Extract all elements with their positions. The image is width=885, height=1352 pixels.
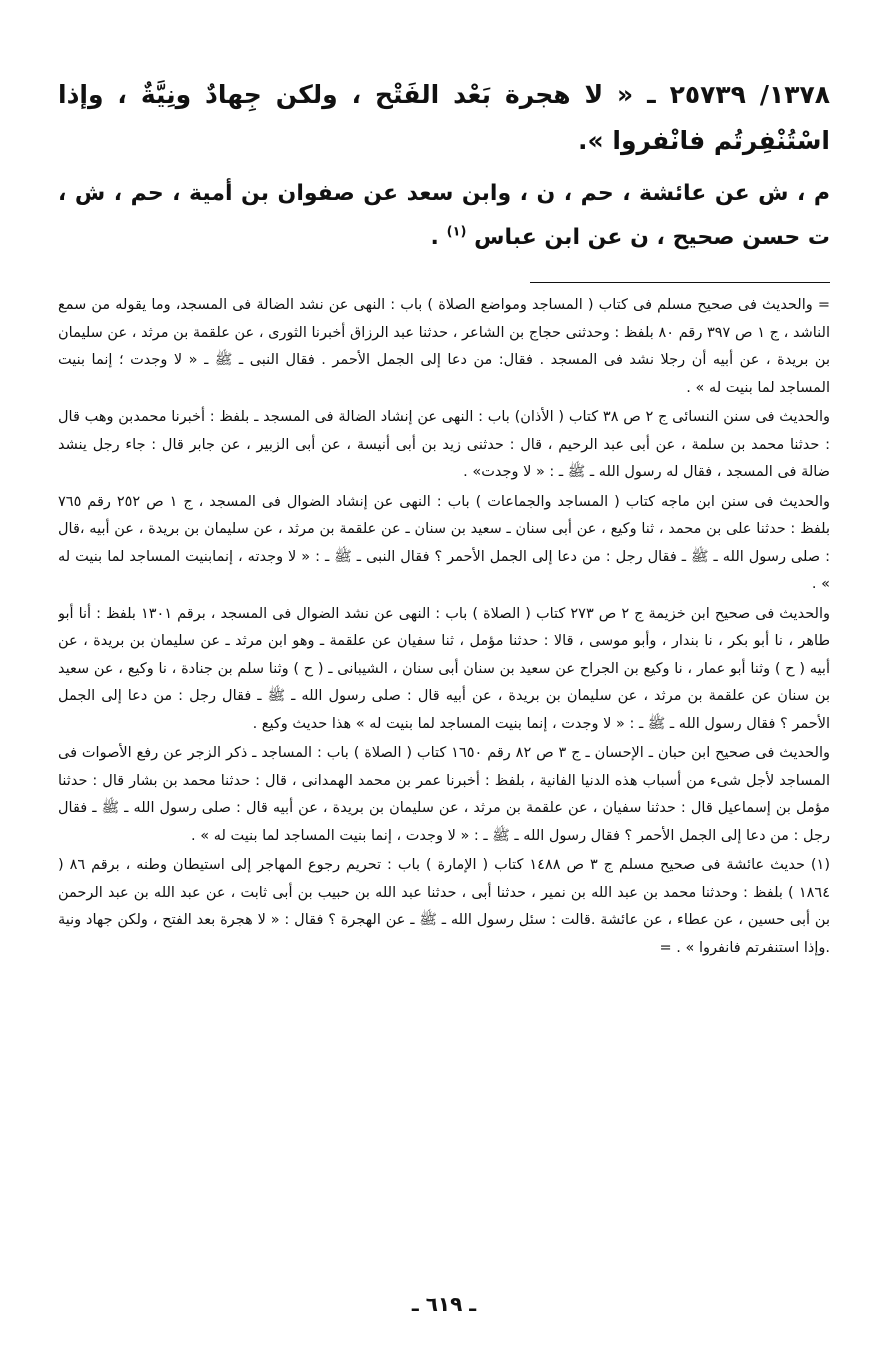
- sources-text: م ، ش عن عائشة ، حم ، ن ، وابن سعد عن صفوان بن أمية ، حم ، ش ، ت حسن صحيح ، ن عن ابن عباس: [58, 181, 830, 250]
- hadith-block: [58, 72, 830, 282]
- hadith-text: [58, 72, 830, 164]
- hadith-number: ١٣٧٨/ ٢٥٧٣٩: [669, 80, 830, 109]
- footnote-paragraph: (١) حديث عائشة فى صحيح مسلم ج ٣ ص ١٤٨٨ كتاب ( الإمارة ) باب : تحريم رجوع المهاجر إلى استيطان وطنه ، برقم ٨٦ ( ١٨٦٤ ) بلفظ : وحدثنا محمد بن عبد الله بن نمير ، حدثنا أبى ، حدثنا عبد الله بن حبيب بن أبى ثابت ، عن عبد الله بن عبد الرحمن بن أبى حسين ، عن عطاء ، عن عائشة .قالت : سئل رسول الله ـ ﷺ ـ عن الهجرة ؟ فقال : « لا هجرة بعد الفتح ، ولكن جهاد ونية .وإذا استنفرتم فانفروا » . =: [58, 857, 830, 956]
- footnote-paragraph: = والحديث فى صحيح مسلم فى كتاب ( المساجد ومواضع الصلاة ) باب : النهى عن نشد الضالة فى المسجد، وما يقوله من سمع الناشد ، ج ١ ص ٣٩٧ رقم ٨٠ بلفظ : وحدثنى حجاج بن الشاعر ، حدثنا عبد الرزاق أخبرنا الثورى ، عن علقمة بن مرثد ، عن سليمان بن بريدة ، عن أبيه أن رجلا نشد فى المسجد . فقال: من دعا إلى الجمل الأحمر . فقال النبى ـ ﷺ ـ « لا وجدت ؛ إنما بنيت المساجد لما بنيت له » .: [58, 297, 830, 396]
- sources-end: .: [430, 225, 447, 250]
- footnote-divider: [530, 282, 830, 283]
- book-page: [58, 72, 830, 1322]
- footnote-paragraph: والحديث فى صحيح ابن خزيمة ج ٢ ص ٢٧٣ كتاب ( الصلاة ) باب : النهى عن نشد الضوال فى المسجد ، برقم ١٣٠١ بلفظ : أنا أبو طاهر ، نا أبو بكر ، نا بندار ، وأبو موسى ، قالا : حدثنا مؤمل ، ثنا سفيان عن علقمة ـ وهو ابن مرثد ـ عن سليمان بن بريدة ، عن أبيه ( ح ) وثنا أبو عمار ، نا وكيع بن الجراح عن سعيد بن سنان أبى سنان ، الشيبانى ـ ( ح ) وثنا سلم بن جنادة ، نا وكيع ، عن سعيد بن سنان عن علقمة بن مرثد ، عن سليمان بن بريدة ، عن أبيه قال : صلى رسول الله ـ ﷺ ـ فقال رجل : من دعا إلى الجمل الأحمر ؟ فقال رسول الله ـ ﷺ ـ : « لا وجدت ، إنما بنيت المساجد لما بنيت له » هذا حديث وكيع .: [58, 605, 830, 732]
- footnotes: [58, 292, 830, 1252]
- footnote-ref: (١): [446, 224, 467, 240]
- page-number: ـ ٦١٩ ـ: [411, 1292, 477, 1316]
- footnote-paragraph: والحديث فى صحيح ابن حبان ـ الإحسان ـ ج ٣ ص ٨٢ رقم ١٦٥٠ كتاب ( الصلاة ) باب : المساجد ـ ذكر الزجر عن رفع الأصوات فى المساجد لأجل شىء من أسباب هذه الدنيا الفانية ، بلفظ : أخبرنا عمر بن محمد الهمدانى ، قال : حدثنا محمد بن بشار قال : حدثنا مؤمل بن إسماعيل قال : حدثنا سفيان ، عن علقمة بن مرثد ، عن سليمان بن بريدة ، عن أبيه قال : صلى رسول الله ـ ﷺ ـ فقال رجل : من دعا إلى الجمل الأحمر ؟ فقال رسول الله ـ ﷺ ـ : « لا وجدت ، إنما بنيت المساجد لما بنيت له » .: [58, 745, 830, 844]
- footnote-paragraph: والحديث فى سنن النسائى ج ٢ ص ٣٨ كتاب ( الأذان) باب : النهى عن إنشاد الضالة فى المسجد ـ بلفظ : أخبرنا محمدبن وهب قال : حدثنا محمد بن سلمة ، عن أبى عبد الرحيم ، قال : حدثنى زيد بن أبى أنيسة ، عن أبى الزبير ، عن جابر قال : جاء رجل ينشد ضالة فى المسجد ، فقال له رسول الله ـ ﷺ ـ : « لا وجدت» .: [58, 409, 830, 480]
- hadith-separator: ـ: [633, 80, 670, 109]
- hadith-sources: [58, 172, 830, 260]
- hadith-body: « لا هجرة بَعْد الفَتْح ، ولكن جِهادٌ ونِيَّةٌ ، وإذا اسْتُنْفِرتُم فانْفروا ».: [58, 80, 830, 155]
- footnote-paragraph: والحديث فى سنن ابن ماجه كتاب ( المساجد والجماعات ) باب : النهى عن إنشاد الضوال فى المسجد ، ج ١ ص ٢٥٢ رقم ٧٦٥ بلفظ : حدثنا على بن محمد ، ثنا وكيع ، عن أبى سنان ـ سعيد بن سنان ـ عن علقمة بن مرثد ، عن سليمان بن بريدة ، عن أبيه ،قال : صلى رسول الله ـ ﷺ ـ فقال رجل : من دعا إلى الجمل الأحمر ؟ فقال النبى ـ ﷺ ـ : « لا وجدته ، إنمابنيت المساجد لما بنيت له » .: [58, 493, 830, 592]
